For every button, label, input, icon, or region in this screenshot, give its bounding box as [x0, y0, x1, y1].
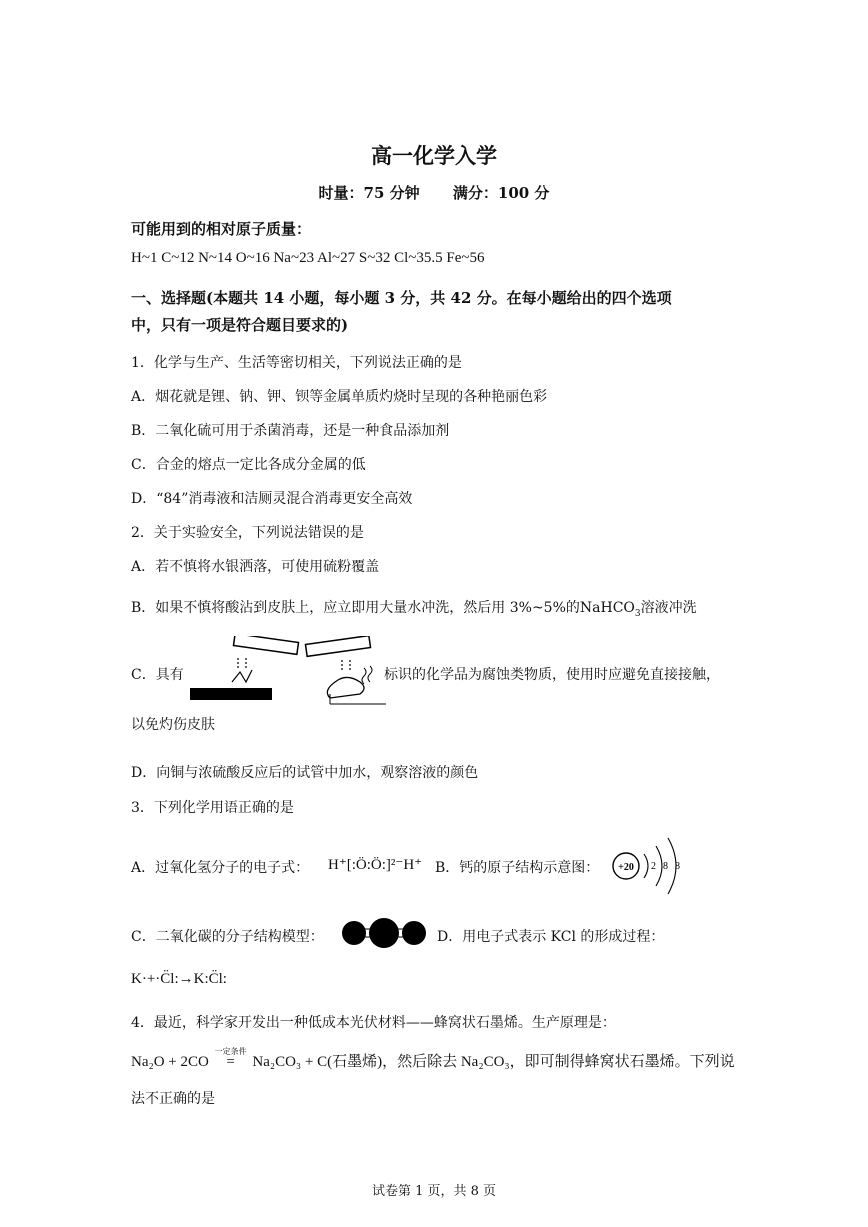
q3-option-d: D．用电子式表示 KCl 的形成过程： — [437, 929, 665, 945]
q1-option-b: B．二氧化硫可用于杀菌消毒，还是一种食品添加剂 — [131, 423, 450, 439]
q3-option-a: A．过氧化氢分子的电子式： — [131, 860, 310, 876]
section-heading-line2: 中，只有一项是符合题目要求的) — [131, 316, 349, 334]
q4-stem: 4．最近，科学家开发出一种低成本光伏材料——蜂窝状石墨烯。生产原理是： — [131, 1015, 616, 1031]
q4-eq-right: Na₂CO₃ + C(石墨烯)，然后除去 Na₂CO₃，即可制得蜂窝状石墨烯。下列说 — [252, 1054, 735, 1070]
corrosive-hazard-icon — [188, 636, 388, 708]
section-heading-line1: 一、选择题(本题共 14 小题，每小题 3 分，共 42 分。在每小题给出的四个选项 — [131, 289, 672, 307]
q1-stem: 1．化学与生产、生活等密切相关，下列说法正确的是 — [131, 355, 462, 371]
q2-option-b-tail: 溶液冲洗 — [640, 600, 697, 616]
q2-option-b-sub: 3 — [634, 608, 641, 619]
page-footer: 试卷第 1 页，共 8 页 — [371, 1184, 497, 1199]
q3-stem: 3．下列化学用语正确的是 — [131, 800, 294, 816]
q4-equation — [131, 1047, 735, 1071]
calcium-atom-diagram — [608, 834, 692, 898]
q4-eq-arrow — [213, 1047, 249, 1071]
q2-option-c-post: 标识的化学品为腐蚀类物质，使用时应避免直接接触， — [384, 667, 720, 683]
q4-stem-cont: 法不正确的是 — [131, 1091, 215, 1107]
q4-eq-left: Na₂O + 2CO — [131, 1054, 209, 1070]
q1-option-a: A．烟花就是锂、钠、钾、钡等金属单质灼烧时呈现的各种艳丽色彩 — [131, 389, 548, 405]
q2-option-a: A．若不慎将水银洒落，可使用硫粉覆盖 — [131, 559, 380, 575]
q2-stem: 2．关于实验安全，下列说法错误的是 — [131, 525, 364, 541]
atomic-mass-values: H~1 C~12 N~14 O~16 Na~23 Al~27 S~32 Cl~35.5 Fe~56 — [131, 250, 485, 266]
page-title: 高一化学入学 — [371, 143, 497, 168]
q3-option-a-formula: H⁺[:Ö:Ö:]²⁻H⁺ — [328, 857, 423, 873]
q3-option-c: C．二氧化碳的分子结构模型： — [131, 929, 324, 945]
q2-option-b-text: B．如果不慎将酸沾到皮肤上，应立即用大量水冲洗，然后用 3%~5%的NaHCO — [131, 600, 635, 616]
q3-option-b: B．钙的原子结构示意图： — [435, 860, 600, 876]
q2-option-c-cont: 以免灼伤皮肤 — [131, 717, 215, 733]
q3-option-d-formula: K·+·C̈l:→K:C̈l: — [131, 971, 227, 987]
q2-option-c-pre: C．具有 — [131, 667, 184, 683]
q2-option-b — [131, 597, 697, 619]
q1-option-c: C．合金的熔点一定比各成分金属的低 — [131, 457, 366, 473]
shell-2-count: 8 — [663, 861, 668, 872]
nucleus-label: +20 — [618, 862, 634, 873]
exam-time: 时量：75 分钟 — [318, 184, 420, 202]
co2-molecule-model — [340, 916, 430, 952]
exam-score: 满分：100 分 — [452, 184, 550, 202]
q2-option-d: D．向铜与浓硫酸反应后的试管中加水，观察溶液的颜色 — [131, 765, 479, 781]
exam-meta — [0, 182, 868, 203]
q1-option-d: D．“84”消毒液和洁厕灵混合消毒更安全高效 — [131, 491, 413, 507]
shell-3-count: 8 — [675, 861, 680, 872]
q4-eq-sign: = — [226, 1054, 235, 1070]
atomic-mass-label: 可能用到的相对原子质量： — [131, 220, 312, 238]
shell-1-count: 2 — [651, 861, 656, 872]
q4-eq-condition: 一定条件 — [214, 1047, 247, 1056]
